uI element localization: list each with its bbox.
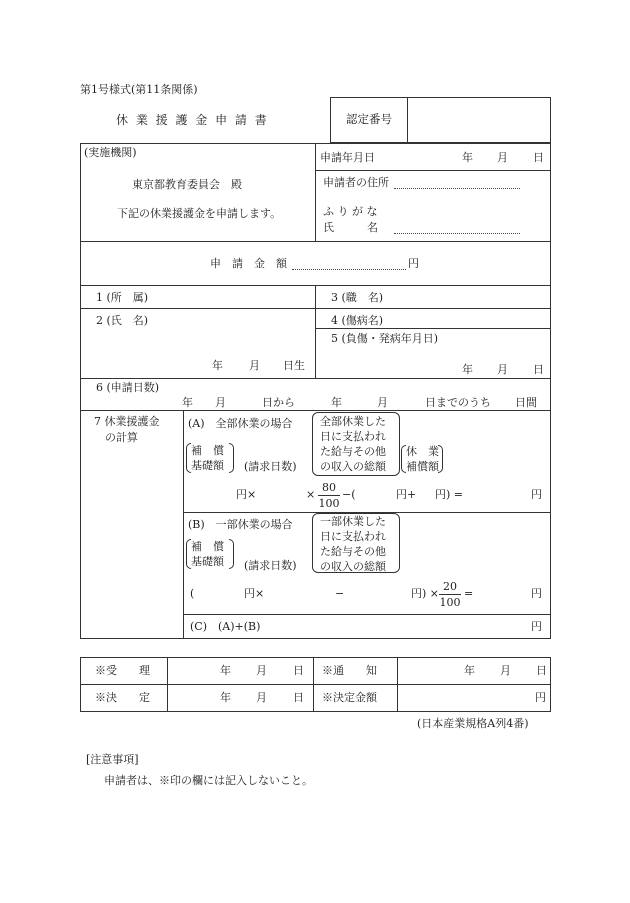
paper-size-note: (日本産業規格A列4番): [417, 717, 529, 730]
notes-heading: [注意事項]: [86, 753, 139, 766]
col-divider: [183, 410, 184, 639]
partial-formula-times: 円×: [244, 587, 265, 600]
from-day: 日から: [262, 396, 295, 409]
full-days-label: (請求日数): [244, 460, 297, 473]
row-divider: [80, 241, 551, 242]
partial-wage-note: 一部休業した 日に支払われ た給与その他 の収入の総額: [320, 515, 386, 573]
col-divider: [315, 143, 316, 241]
notified-day: 日: [536, 664, 547, 677]
notified-year: 年: [464, 664, 475, 677]
received-day: 日: [293, 664, 304, 677]
row-divider: [315, 328, 551, 329]
full-wage-note: 全部休業した 日に支払われ た給与その他 の収入の総額: [320, 415, 386, 473]
injury-date-label: 5 (負傷・発病年月日): [331, 332, 439, 345]
decided-month: 月: [256, 691, 267, 704]
full-heading: (A) 全部休業の場合: [188, 417, 293, 430]
decided-year: 年: [220, 691, 231, 704]
form-title: 休 業 援 護 金 申 請 書: [116, 113, 269, 127]
full-formula-plus: 円+: [396, 488, 417, 501]
full-base-label: 補 償 基礎額: [191, 444, 224, 472]
calc-label: 7 休業援護金 の計算: [94, 415, 160, 444]
bracket-right: [229, 539, 234, 569]
partial-fraction: [439, 580, 461, 609]
person-name-label: 2 (氏 名): [96, 314, 149, 327]
partial-result-yen: 円: [531, 587, 542, 600]
received-label: ※受 理: [95, 664, 150, 677]
partial-formula-eq: =: [464, 587, 474, 600]
until-year: 年: [331, 396, 342, 409]
affiliation-label: 1 (所 属): [96, 291, 149, 304]
birth-month: 月: [249, 359, 260, 372]
injury-label: 4 (傷病名): [331, 314, 384, 327]
from-month: 月: [215, 396, 226, 409]
form-id: 第1号様式(第11条関係): [80, 83, 198, 96]
birth-day-suffix: 日生: [283, 359, 305, 372]
implementer-label: (実施機関): [84, 146, 137, 159]
from-year: 年: [182, 396, 193, 409]
full-formula-times: 円×: [236, 488, 257, 501]
amount-label: 申 請 金 額: [210, 257, 287, 270]
row-divider: [80, 410, 551, 411]
injury-year: 年: [462, 363, 473, 376]
row-divider: [80, 378, 551, 379]
received-month: 月: [256, 664, 267, 677]
partial-days-label: (請求日数): [244, 559, 297, 572]
row-divider: [315, 170, 551, 171]
injury-month: 月: [497, 363, 508, 376]
decided-label: ※決 定: [95, 691, 150, 704]
cert-number-label: 認定番号: [346, 112, 392, 126]
address-field[interactable]: [394, 188, 520, 189]
partial-formula-close: 円) ×: [411, 587, 440, 600]
injury-day: 日: [533, 363, 544, 376]
until-month: 月: [377, 396, 388, 409]
addressee: 東京都教育委員会 殿: [132, 178, 242, 191]
partial-fraction-denominator: 100: [439, 596, 461, 609]
partial-open-paren: (: [190, 587, 195, 600]
request-days-label: 6 (申請日数): [96, 381, 160, 394]
notified-label: ※通 知: [322, 664, 377, 677]
full-fraction-denominator: 100: [318, 497, 340, 510]
partial-base-label: 補 償 基礎額: [191, 540, 224, 568]
app-year: 年: [462, 151, 473, 164]
partial-fraction-numerator: 20: [439, 580, 461, 595]
name-label: 氏 名: [323, 221, 378, 234]
received-year: 年: [220, 664, 231, 677]
apply-text: 下記の休業援護金を申請します。: [117, 207, 282, 220]
sum-yen: 円: [531, 620, 542, 633]
decided-amount-yen: 円: [535, 691, 546, 704]
position-label: 3 (職 名): [331, 291, 384, 304]
decided-day: 日: [293, 691, 304, 704]
address-label: 申請者の住所: [323, 176, 389, 189]
application-date-label: 申請年月日: [320, 151, 375, 164]
full-fraction-numerator: 80: [318, 481, 340, 496]
col-divider: [167, 657, 168, 712]
full-comp-label: 休 業 補償額: [406, 445, 439, 473]
partial-heading: (B) 一部休業の場合: [188, 518, 293, 531]
app-day: 日: [533, 151, 544, 164]
days-total: 日間: [515, 396, 537, 409]
full-result-yen: 円: [531, 488, 542, 501]
app-month: 月: [497, 151, 508, 164]
row-divider: [80, 684, 551, 685]
col-divider: [397, 657, 398, 712]
decided-amount-label: ※決定金額: [322, 691, 377, 704]
sum-label: (C) (A)+(B): [190, 620, 261, 633]
bracket-right: [438, 445, 443, 473]
row-divider: [183, 614, 551, 615]
bracket-right: [229, 443, 234, 473]
full-formula-minus: −(: [342, 488, 356, 501]
furigana-label: ふ り が な: [323, 205, 378, 218]
amount-field[interactable]: [292, 269, 406, 270]
name-field[interactable]: [394, 233, 520, 234]
birth-year: 年: [212, 359, 223, 372]
full-fraction: [318, 481, 340, 510]
until-day: 日までのうち: [425, 396, 491, 409]
full-formula-close: 円) =: [435, 488, 464, 501]
col-divider: [313, 657, 314, 712]
notified-month: 月: [500, 664, 511, 677]
partial-formula-minus: −: [335, 587, 345, 600]
col-divider: [315, 285, 316, 378]
full-formula-x: ×: [306, 488, 316, 501]
cert-divider: [407, 97, 408, 143]
notes-text: 申請者は、※印の欄には記入しないこと。: [104, 774, 313, 787]
amount-yen: 円: [408, 257, 419, 270]
